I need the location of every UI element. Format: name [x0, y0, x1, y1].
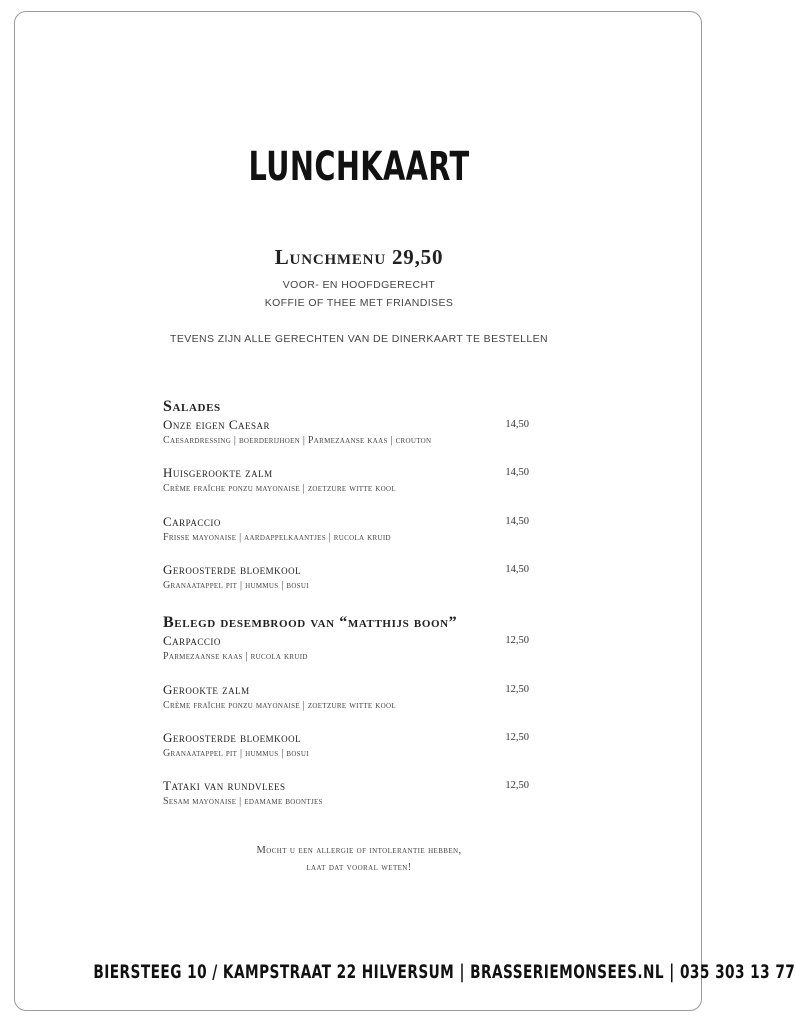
item-name: Huisgerookte zalm	[163, 465, 273, 480]
item-name: Carpaccio	[163, 514, 221, 529]
allergy-note-line-2: laat dat vooral weten!	[306, 862, 412, 873]
page-title: LUNCHKAART	[248, 144, 470, 190]
item-price: 14,50	[505, 516, 529, 527]
item-price: 12,50	[505, 635, 529, 646]
item-price: 12,50	[505, 684, 529, 695]
item-name: Geroosterde bloemkool	[163, 730, 302, 745]
section-title: Salades	[163, 398, 221, 415]
lunchmenu-heading: Lunchmenu 29,50	[274, 245, 444, 269]
section-desembrood	[163, 614, 543, 809]
menu-item	[163, 562, 543, 593]
item-description: Sesam mayonaise | edamame boontjes	[163, 796, 323, 807]
menu-item	[163, 633, 543, 664]
menu-item	[163, 417, 543, 448]
menu-item	[163, 778, 543, 809]
item-description: Crème fraîche ponzu mayonaise | zoetzure witte kool	[163, 483, 396, 494]
item-description: Granaatappel pit | hummus | bosui	[163, 580, 309, 591]
item-description: Crème fraîche ponzu mayonaise | zoetzure witte kool	[163, 700, 396, 711]
item-description: Parmezaanse kaas | rucola kruid	[163, 651, 308, 662]
item-name: Onze eigen Caesar	[163, 417, 271, 432]
item-price: 14,50	[505, 419, 529, 430]
item-name: Carpaccio	[163, 633, 221, 648]
section-salades	[163, 398, 543, 593]
item-price: 14,50	[505, 564, 529, 575]
menu-item	[163, 514, 543, 545]
item-description: Granaatappel pit | hummus | bosui	[163, 748, 309, 759]
section-title: Belegd desembrood van “matthijs boon”	[163, 614, 458, 631]
lunchmenu-line-2: KOFFIE OF THEE MET FRIANDISES	[264, 297, 454, 309]
item-name: Gerookte zalm	[163, 682, 250, 697]
item-price: 12,50	[505, 780, 529, 791]
menu-item	[163, 682, 543, 713]
menu-item	[163, 730, 543, 761]
item-name: Geroosterde bloemkool	[163, 562, 302, 577]
menu-item	[163, 465, 543, 496]
item-price: 12,50	[505, 732, 529, 743]
dinerkaart-note: TEVENS ZIJN ALLE GERECHTEN VAN DE DINERKAART TE BESTELLEN	[170, 333, 548, 345]
item-name: Tataki van rundvlees	[163, 778, 286, 793]
item-description: Caesardressing | boerderijhoen | Parmezaanse kaas | crouton	[163, 435, 432, 446]
item-price: 14,50	[505, 467, 529, 478]
lunchmenu-line-1: VOOR- EN HOOFDGERECHT	[282, 279, 436, 291]
allergy-note-line-1: Mocht u een allergie of intolerantie hebben,	[256, 845, 462, 856]
footer-contact: BIERSTEEG 10 / KAMPSTRAAT 22 HILVERSUM | BRASSERIEMONSEES.NL | 035 303 13 77	[93, 962, 795, 983]
item-description: Frisse mayonaise | aardappelkaantjes | rucola kruid	[163, 532, 391, 543]
menu-content	[163, 398, 543, 809]
